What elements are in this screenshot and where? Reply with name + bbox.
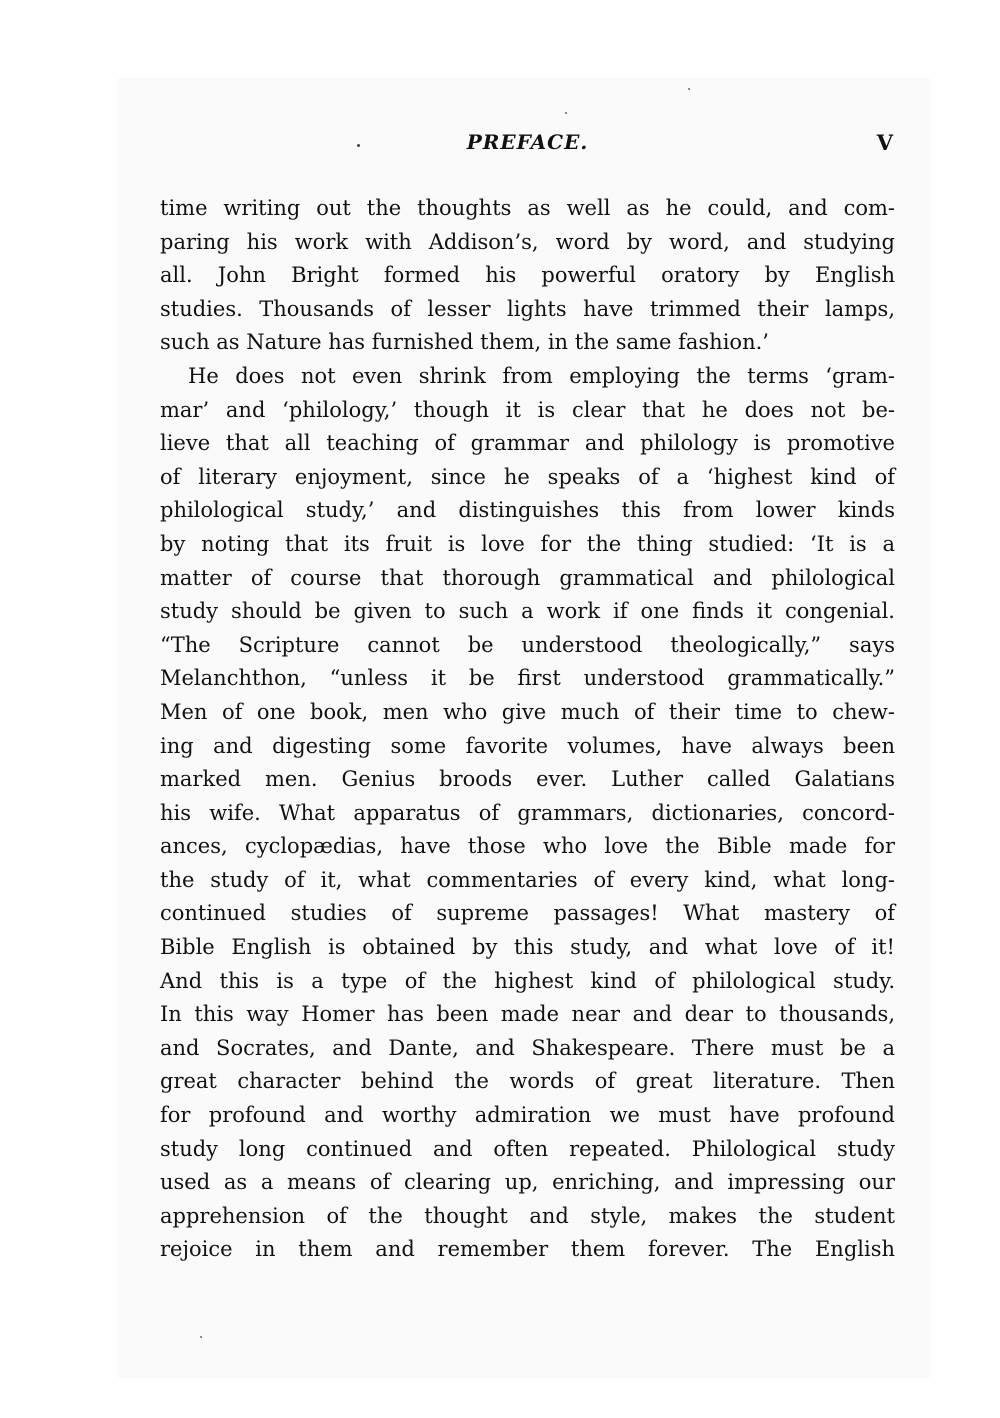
text-line: matter of course that thorough grammatical and philological	[160, 565, 895, 590]
stray-mark	[200, 1336, 202, 1338]
paragraph	[160, 192, 895, 360]
text-line: ing and digesting some favorite volumes, have always been	[160, 733, 895, 758]
page-number: V	[876, 130, 893, 155]
text-line: Melanchthon, “unless it be first understood grammatically.”	[160, 666, 895, 691]
text-line: and Socrates, and Dante, and Shakespeare. There must be a	[160, 1035, 895, 1060]
text-line: his wife. What apparatus of grammars, dictionaries, concord-	[160, 800, 895, 825]
text-line: “The Scripture cannot be understood theologically,” says	[160, 632, 895, 657]
body-text	[160, 192, 895, 1267]
text-line: rejoice in them and remember them forever. The English	[160, 1237, 895, 1262]
text-line: Men of one book, men who give much of their time to chew-	[160, 699, 895, 724]
text-line: such as Nature has furnished them, in the same fashion.’	[160, 330, 769, 355]
text-line: used as a means of clearing up, enriching, and impressing our	[160, 1170, 895, 1195]
text-line: the study of it, what commentaries of every kind, what long-	[160, 867, 895, 892]
text-line: marked men. Genius broods ever. Luther called Galatians	[160, 767, 895, 792]
text-line: studies. Thousands of lesser lights have trimmed their lamps,	[160, 296, 895, 321]
paragraph	[160, 360, 895, 1267]
text-line: paring his work with Addison’s, word by word, and studying	[160, 229, 895, 254]
text-line: In this way Homer has been made near and dear to thousands,	[160, 1002, 895, 1027]
text-line: Bible English is obtained by this study, and what love of it!	[160, 935, 895, 960]
text-line: ances, cyclopædias, have those who love the Bible made for	[160, 834, 895, 859]
text-line: of literary enjoyment, since he speaks of a ‘highest kind of	[160, 464, 895, 489]
running-title: PREFACE.	[466, 130, 589, 154]
text-line: And this is a type of the highest kind of philological study.	[160, 968, 895, 993]
text-line: great character behind the words of great literature. Then	[160, 1069, 895, 1094]
text-line: study long continued and often repeated. Philological study	[160, 1136, 895, 1161]
text-line: continued studies of supreme passages! What mastery of	[160, 901, 895, 926]
text-line: by noting that its fruit is love for the thing studied: ‘It is a	[160, 531, 895, 556]
text-line: all. John Bright formed his powerful oratory by English	[160, 263, 895, 288]
stray-mark	[688, 88, 690, 90]
text-line: for profound and worthy admiration we must have profound	[160, 1103, 895, 1128]
text-line: study should be given to such a work if one finds it congenial.	[160, 599, 895, 624]
stray-mark	[565, 112, 567, 114]
text-line: He does not even shrink from employing the terms ‘gram-	[188, 363, 895, 388]
text-line: lieve that all teaching of grammar and philology is promotive	[160, 431, 895, 456]
text-line: philological study,’ and distinguishes this from lower kinds	[160, 498, 895, 523]
text-line: apprehension of the thought and style, makes the student	[160, 1203, 895, 1228]
running-head	[160, 130, 895, 160]
text-line: time writing out the thoughts as well as he could, and com-	[160, 196, 895, 220]
text-line: mar’ and ‘philology,’ though it is clear that he does not be-	[160, 397, 895, 422]
